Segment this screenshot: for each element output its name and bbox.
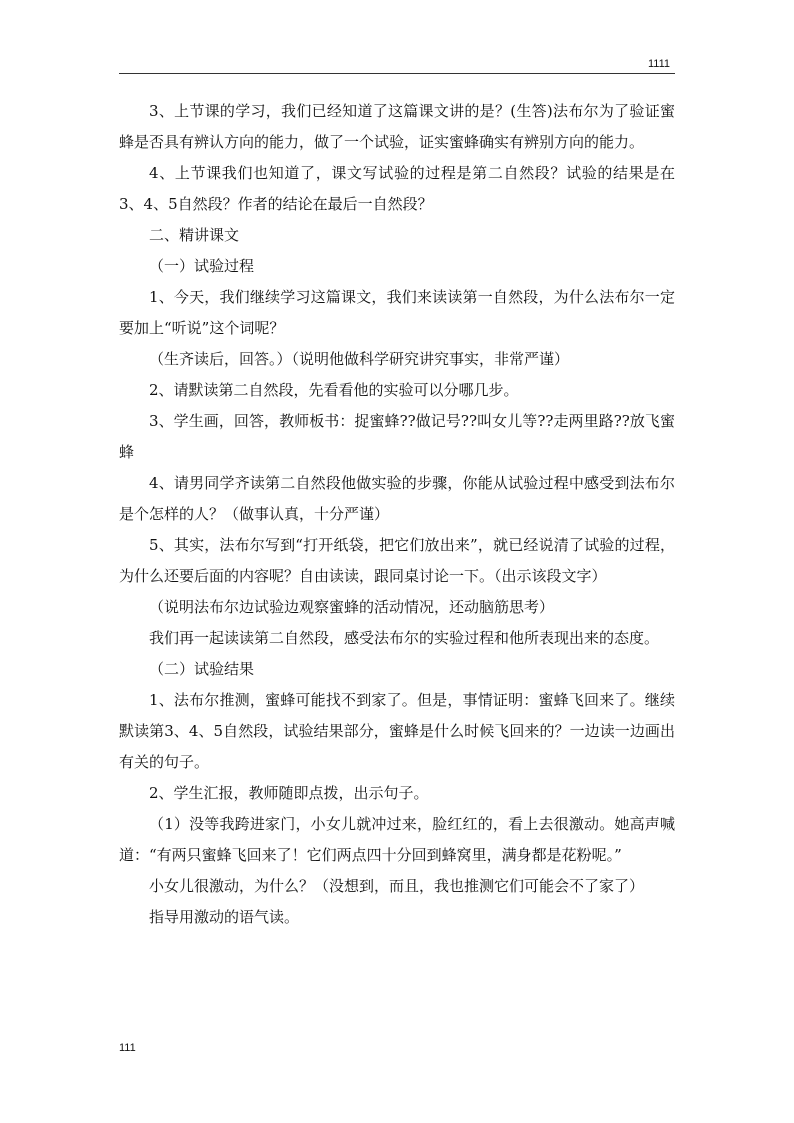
paragraph: 3、学生画，回答，教师板书：捉蜜蜂??做记号??叫女儿等??走两里路??放飞蜜蜂 <box>119 412 675 461</box>
footer-page-number: 111 <box>119 1042 136 1054</box>
paragraph: 4、请男同学齐读第二自然段他做实验的步骤，你能从试验过程中感受到法布尔是个怎样的人？（做事认真，十分严谨） <box>119 474 675 523</box>
paragraph: 1、法布尔推测，蜜蜂可能找不到家了。但是，事情证明：蜜蜂飞回来了。继续默读第3、4、5自然段，试验结果部分，蜜蜂是什么时候飞回来的？一边读一边画出有关的句子。 <box>119 691 675 771</box>
paragraph: 5、其实，法布尔写到“打开纸袋，把它们放出来”，就已经说清了试验的过程，为什么还要后面的内容呢？自由读读，跟同桌讨论一下。（出示该段文字） <box>119 536 675 585</box>
section-heading: 二、精讲课文 <box>149 226 240 244</box>
header-page-number: 1111 <box>648 58 671 70</box>
paragraph: 1、今天，我们继续学习这篇课文，我们来读读第一自然段，为什么法布尔一定要加上“听说”这个词呢？ <box>119 288 675 337</box>
paragraph: （1）没等我跨进家门，小女儿就冲过来，脸红红的，看上去很激动。她高声喊道：“有两只蜜蜂飞回来了！它们两点四十分回到蜂窝里，满身都是花粉呢。” <box>119 815 675 864</box>
paragraph: （说明法布尔边试验边观察蜜蜂的活动情况，还动脑筋思考） <box>149 598 555 616</box>
paragraph: （生齐读后，回答。）（说明他做科学研究讲究事实，非常严谨） <box>149 350 570 368</box>
subsection-heading: （二）试验结果 <box>149 660 255 678</box>
paragraph: 指导用激动的语气读。 <box>149 908 300 926</box>
paragraph: 小女儿很激动，为什么？（没想到，而且，我也推测它们可能会不了家了） <box>149 877 645 895</box>
header-rule <box>119 73 675 74</box>
subsection-heading: （一）试验过程 <box>149 257 255 275</box>
paragraph: 2、学生汇报，教师随即点拨，出示句子。 <box>149 784 429 802</box>
paragraph: 4、上节课我们也知道了，课文写试验的过程是第二自然段？试验的结果是在3、4、5自然段？作者的结论在最后一自然段？ <box>119 164 675 213</box>
paragraph: 2、请默读第二自然段，先看看他的实验可以分哪几步。 <box>149 381 519 399</box>
paragraph: 我们再一起读读第二自然段，感受法布尔的实验过程和他所表现出来的态度。 <box>149 629 660 647</box>
document-body <box>119 96 675 933</box>
paragraph: 3、上节课的学习，我们已经知道了这篇课文讲的是？(生答)法布尔为了验证蜜蜂是否具有辨认方向的能力，做了一个试验，证实蜜蜂确实有辨别方向的能力。 <box>119 102 675 151</box>
